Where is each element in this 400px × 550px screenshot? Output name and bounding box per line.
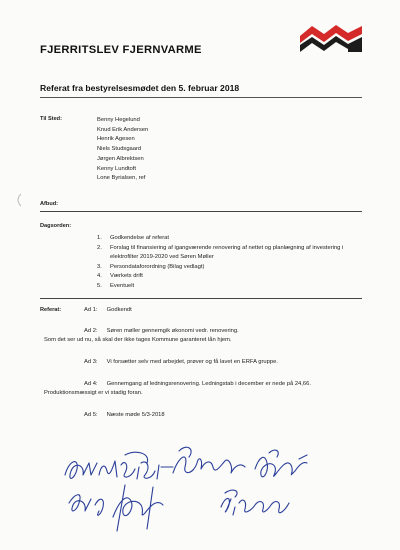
- agenda-item-text: Persondataforordning (Bilag vedlagt): [110, 263, 205, 270]
- company-name: FJERRITSLEV FJERNVARME: [40, 44, 202, 56]
- minutes-entry-text: Gennemgang af ledningsrenovering. Ledningstab i december er nede på 24,66.: [106, 381, 311, 387]
- agenda-item: [97, 263, 367, 273]
- document-title-block: [40, 83, 362, 98]
- attendee-name: Henrik Agesen: [97, 136, 135, 143]
- attendee-name: Jørgen Albrektsen: [97, 155, 144, 162]
- minutes-entry-text: Godkendt: [106, 307, 132, 313]
- attendee-name: Kenny Lundtoft: [97, 165, 136, 172]
- minutes-entry: [44, 327, 359, 344]
- agenda-item: [97, 244, 367, 263]
- document-title: Referat fra bestyrelsesmødet den 5. februar 2018: [40, 83, 240, 93]
- agenda-divider: [40, 298, 362, 299]
- minutes-entry: [84, 306, 359, 315]
- attendee-name: Knud Erik Andersen: [97, 126, 149, 133]
- agenda-item-number: 5.: [97, 282, 102, 289]
- minutes-entry: [44, 380, 359, 397]
- agenda-item-text: Godkendelse af referat: [110, 235, 169, 241]
- dagsorden-label: Dagsorden:: [40, 223, 72, 229]
- minutes-entry-label: Ad 1:: [84, 307, 98, 313]
- attendee-name: Lone Byrialsen, ref: [97, 175, 146, 182]
- minutes-entry-label: Ad 2:: [84, 328, 98, 334]
- agenda-item-number: 2.: [97, 244, 102, 251]
- afbud-label: Afbud:: [40, 201, 59, 207]
- agenda-item-text: Eventuelt: [110, 282, 135, 289]
- agenda-item: [97, 234, 367, 244]
- agenda-item-text: Forslag til finansiering af igangværende renovering af nettet og planlægning af investering i elektrofilter 2019-2020 ved Søren Møller: [110, 244, 344, 261]
- minutes-entry-text: Søren møller gennemgik økonomi vedr. renovering.: [106, 328, 239, 334]
- minutes-entry: [84, 411, 359, 420]
- handwritten-signatures: [55, 445, 340, 535]
- attendee-name: Niels Studsgaard: [97, 146, 142, 153]
- minutes-entry-label: Ad 3:: [84, 359, 98, 365]
- binder-hole-mark: [14, 193, 24, 207]
- company-logo: [298, 22, 364, 56]
- agenda-item-text: Værkets drift: [110, 273, 143, 280]
- referat-label: Referat:: [40, 307, 62, 313]
- minutes-entry-text: Vi forsætter selv med arbejdet, prøver og få lavet en ERFA gruppe.: [106, 359, 278, 365]
- attendee-list: [97, 116, 148, 184]
- agenda-item-number: 3.: [97, 263, 102, 270]
- minutes-entry-label: Ad 5:: [84, 412, 98, 418]
- minutes-entry-text: Næste møde 5/3-2018: [106, 412, 165, 418]
- til-sted-label: Til Sted:: [40, 116, 62, 122]
- minutes-entry-label: Ad 4:: [84, 381, 98, 387]
- agenda-item: [97, 282, 367, 292]
- agenda-item-number: 4.: [97, 273, 102, 280]
- agenda-list: [97, 234, 367, 292]
- minutes-entry: [84, 358, 359, 367]
- agenda-item-number: 1.: [97, 235, 102, 241]
- agenda-item: [97, 272, 367, 282]
- minutes-entry-continuation: Produktionsmæssigt er vi stadig foran.: [44, 389, 143, 396]
- minutes-entry-continuation: Som det ser ud nu, så skal der ikke tages Kommune garanteret lån hjem.: [44, 336, 232, 343]
- afbud-divider: [40, 211, 362, 212]
- attendee-name: Benny Hegelund: [97, 117, 140, 123]
